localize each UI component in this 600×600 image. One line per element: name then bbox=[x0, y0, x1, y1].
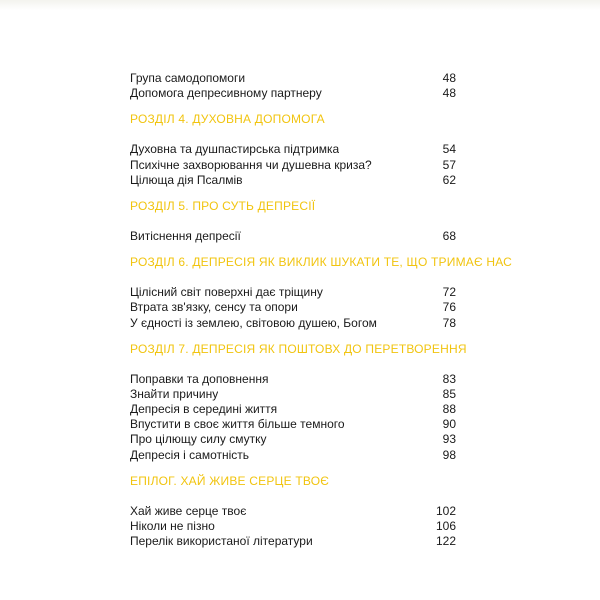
toc-entry[interactable] bbox=[130, 86, 456, 101]
toc-entry-title: Впустити в своє життя більше темного bbox=[130, 417, 345, 432]
table-of-contents bbox=[130, 71, 513, 549]
toc-entry[interactable] bbox=[130, 173, 456, 188]
toc-entry[interactable] bbox=[130, 300, 456, 315]
toc-entry-title: Духовна та душпастирська підтримка bbox=[130, 142, 340, 157]
toc-entry-page: 122 bbox=[435, 534, 456, 549]
toc-entry[interactable] bbox=[130, 316, 456, 331]
toc-entry-page: 85 bbox=[442, 386, 456, 401]
toc-entry-page: 102 bbox=[435, 503, 456, 518]
toc-entry-title: Цілісний світ поверхні дає тріщину bbox=[130, 285, 323, 300]
toc-entry-page: 48 bbox=[442, 71, 456, 85]
toc-entry-title: У єдності із землею, світовою душею, Богом bbox=[130, 315, 377, 330]
toc-entry[interactable] bbox=[130, 432, 456, 447]
toc-entry-page: 54 bbox=[442, 142, 456, 157]
toc-entry-page: 106 bbox=[435, 519, 456, 533]
toc-entry[interactable] bbox=[130, 387, 456, 402]
section-heading-epilogue[interactable]: ЕПІЛОГ. ХАЙ ЖИВЕ СЕРЦЕ ТВОЄ bbox=[130, 473, 330, 488]
toc-entry[interactable] bbox=[130, 372, 456, 387]
toc-entry-title: Втрата зв'язку, сенсу та опори bbox=[130, 300, 298, 315]
toc-entry-title: Перелік використаної літератури bbox=[130, 534, 313, 549]
toc-entry[interactable] bbox=[130, 142, 456, 157]
toc-entry-page: 48 bbox=[442, 86, 456, 101]
toc-entry-page: 93 bbox=[442, 432, 456, 447]
toc-entry-title: Ніколи не пізно bbox=[130, 519, 215, 533]
toc-entry[interactable] bbox=[130, 448, 456, 463]
section-heading-6[interactable]: РОЗДІЛ 6. ДЕПРЕСІЯ ЯК ВИКЛИК ШУКАТИ ТЕ, ЩО ТРИМАЄ НАС bbox=[130, 255, 513, 270]
toc-entry-page: 98 bbox=[442, 447, 456, 462]
toc-entry-title: Знайти причину bbox=[130, 386, 219, 401]
toc-entry-title: Група самодопомоги bbox=[130, 71, 246, 85]
toc-entry-page: 68 bbox=[442, 228, 456, 243]
toc-entry[interactable] bbox=[130, 285, 456, 300]
toc-entry-title: Хай живе серце твоє bbox=[130, 503, 247, 518]
toc-entry[interactable] bbox=[130, 229, 456, 244]
toc-entry[interactable] bbox=[130, 417, 456, 432]
toc-entry-title: Витіснення депресії bbox=[130, 228, 241, 243]
toc-entry-page: 76 bbox=[442, 300, 456, 315]
toc-entry-title: Психічне захворювання чи душевна криза? bbox=[130, 157, 372, 172]
toc-entry-title: Допомога депресивному партнеру bbox=[130, 86, 322, 101]
toc-entry[interactable] bbox=[130, 158, 456, 173]
section-heading-4[interactable]: РОЗДІЛ 4. ДУХОВНА ДОПОМОГА bbox=[130, 112, 325, 127]
page-top-edge bbox=[0, 0, 600, 10]
toc-entry-page: 62 bbox=[442, 172, 456, 187]
toc-entry-page: 90 bbox=[442, 417, 456, 432]
toc-entry-title: Депресія в середині життя bbox=[130, 402, 278, 417]
toc-entry-title: Про цілющу силу смутку bbox=[130, 432, 267, 447]
toc-entry-page: 72 bbox=[442, 285, 456, 300]
toc-entry[interactable] bbox=[130, 504, 456, 519]
toc-entry[interactable] bbox=[130, 71, 456, 86]
toc-entry-title: Депресія і самотність bbox=[130, 447, 250, 462]
toc-entry-page: 83 bbox=[442, 371, 456, 386]
toc-entry-title: Цілюща дія Псалмів bbox=[130, 172, 243, 187]
toc-entry-page: 57 bbox=[442, 157, 456, 172]
toc-entry-page: 78 bbox=[442, 315, 456, 330]
section-heading-7[interactable]: РОЗДІЛ 7. ДЕПРЕСІЯ ЯК ПОШТОВХ ДО ПЕРЕТВОРЕННЯ bbox=[130, 341, 467, 356]
toc-entry-title: Поправки та доповнення bbox=[130, 371, 269, 386]
toc-entry[interactable] bbox=[130, 534, 456, 549]
section-heading-5[interactable]: РОЗДІЛ 5. ПРО СУТЬ ДЕПРЕСІЇ bbox=[130, 198, 316, 213]
toc-entry-page: 88 bbox=[442, 402, 456, 417]
toc-entry[interactable] bbox=[130, 519, 456, 534]
toc-entry[interactable] bbox=[130, 402, 456, 417]
